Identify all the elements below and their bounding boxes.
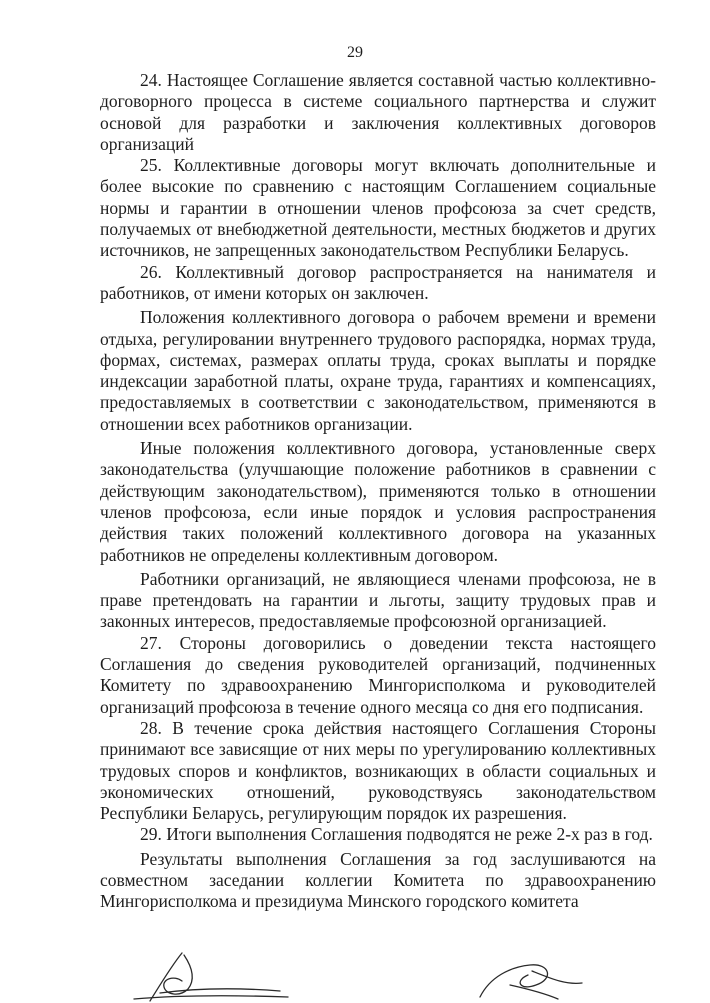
- document-body: [100, 70, 656, 913]
- paragraph-26-non-members: Работники организаций, не являющиеся членами профсоюза, не в праве претендовать на гарантии и льготы, защиту трудовых прав и законных интересов, предоставляемые профсоюзной организацией.: [100, 568, 656, 632]
- page-number: 29: [347, 44, 363, 61]
- paragraph-25: 25. Коллективные договоры могут включать дополнительные и более высокие по сравнению с настоящим Соглашением социальные нормы и гарантии в отношении членов профсоюза за счет средств, получаемых от внебюджетной деятельности, местных бюджетов и других источников, не запрещенных законодательством Республики Беларусь.: [100, 155, 656, 261]
- paragraph-24: 24. Настоящее Соглашение является составной частью коллективно-договорного процесса в системе социального партнерства и служит основой для разработки и заключения коллективных договоров организаций: [100, 70, 656, 154]
- paragraph-29-results: Результаты выполнения Соглашения за год заслушиваются на совместном заседании коллегии Комитета по здравоохранению Мингорисполкома и президиума Минского городского комитета: [100, 848, 656, 912]
- signature-right: [470, 955, 590, 1003]
- signature-left: [120, 945, 290, 1003]
- paragraph-27: 27. Стороны договорились о доведении текста настоящего Соглашения до сведения руководителей организаций, подчиненных Комитету по здравоохранению Мингорисполкома и руководителей организаций профсоюза в течение одного месяца со дня его подписания.: [100, 632, 656, 717]
- paragraph-26: 26. Коллективный договор распространяется на нанимателя и работников, от имени которых он заключен.: [100, 261, 656, 303]
- paragraph-26-provisions: Положения коллективного договора о рабочем времени и времени отдыха, регулировании внутреннего трудового распорядка, нормах труда, формах, системах, размерах оплаты труда, сроках выплаты и порядке индексации заработной платы, охране труда, гарантиях и компенсациях, предоставляемых в соответствии с законодательством, применяются в отношении всех работников организации.: [100, 307, 656, 434]
- paragraph-28: 28. В течение срока действия настоящего Соглашения Стороны принимают все зависящие от них меры по урегулированию коллективных трудовых споров и конфликтов, возникающих в области социальных и экономических отношений, руководствуясь законодательством Республики Беларусь, регулирующим порядок их разрешения.: [100, 717, 656, 824]
- paragraph-29: 29. Итоги выполнения Соглашения подводятся не реже 2-х раз в год.: [140, 824, 653, 845]
- paragraph-26-other-provisions: Иные положения коллективного договора, установленные сверх законодательства (улучшающие положение работников в сравнении с действующим законодательством), применяются только в отношении членов профсоюза, если иные порядок и условия распространения действия таких положений коллективного договора на указанных работников не определены коллективным договором.: [100, 438, 656, 565]
